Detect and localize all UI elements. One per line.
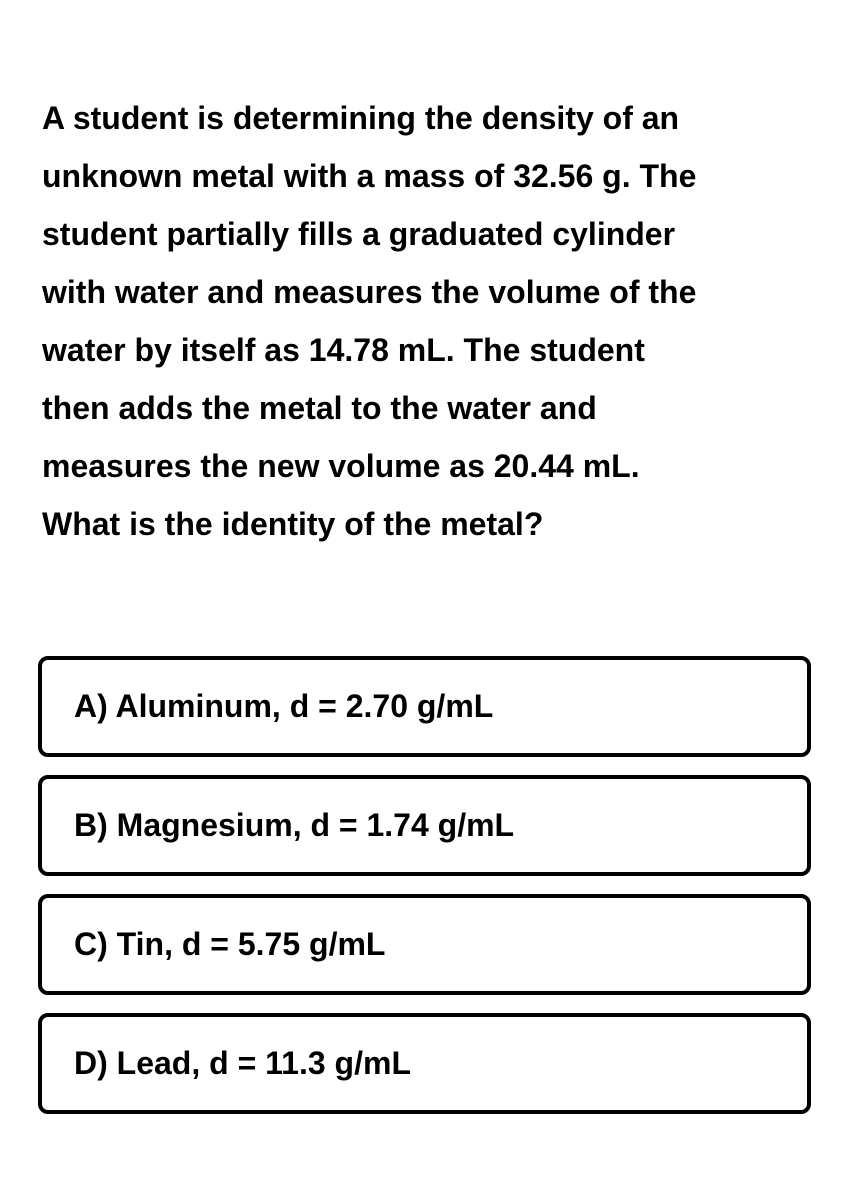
- option-c-button[interactable]: [38, 894, 811, 995]
- option-b-label: B) Magnesium, d = 1.74 g/mL: [74, 807, 515, 843]
- question-line: with water and measures the volume of the: [42, 274, 697, 310]
- option-a-label: A) Aluminum, d = 2.70 g/mL: [74, 688, 494, 724]
- option-d-label: D) Lead, d = 11.3 g/mL: [74, 1045, 411, 1081]
- question-text: [42, 89, 802, 553]
- option-b-button[interactable]: [38, 775, 811, 876]
- question-line: then adds the metal to the water and: [42, 390, 597, 426]
- question-line: unknown metal with a mass of 32.56 g. The: [42, 158, 697, 194]
- option-c-label: C) Tin, d = 5.75 g/mL: [74, 926, 386, 962]
- question-line: water by itself as 14.78 mL. The student: [42, 332, 645, 368]
- question-line: student partially fills a graduated cylinder: [42, 216, 676, 252]
- option-d-button[interactable]: [38, 1013, 811, 1114]
- answer-options: [38, 656, 811, 1132]
- question-line: A student is determining the density of an: [42, 100, 680, 136]
- question-line: measures the new volume as 20.44 mL.: [42, 448, 640, 484]
- question-line: What is the identity of the metal?: [42, 506, 544, 542]
- option-a-button[interactable]: [38, 656, 811, 757]
